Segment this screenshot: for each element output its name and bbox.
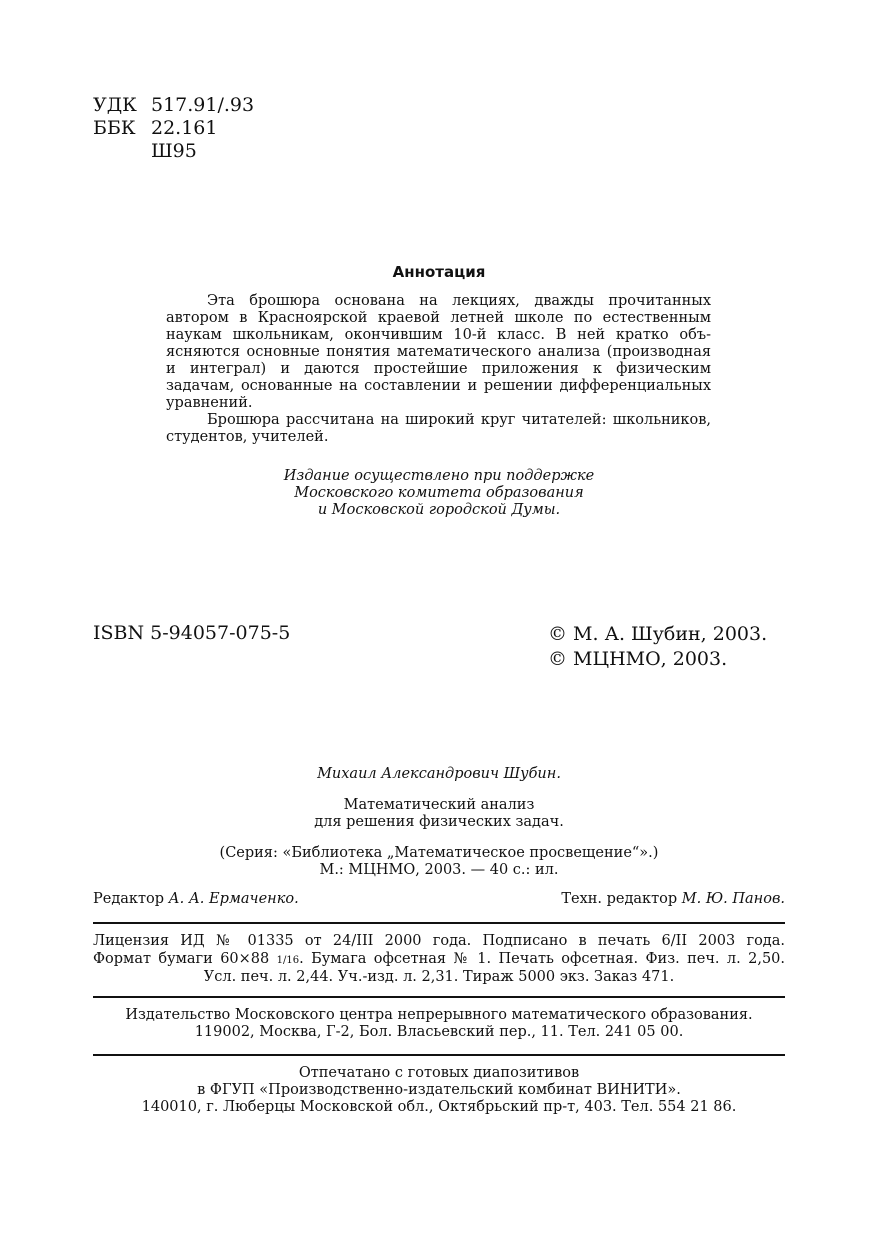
copyright-publisher: © МЦНМО, 2003. <box>548 648 728 670</box>
tech-editor-name: М. Ю. Панов. <box>681 891 785 907</box>
license-line: Лицензия ИД № 01335 от 24/III 2000 года. Подписано в печать 6/II 2003 года. <box>93 933 785 949</box>
copyright-block <box>548 622 767 672</box>
classification-codes <box>93 94 254 163</box>
bbk-value: 22.161 <box>151 117 218 139</box>
printer-block <box>0 1065 878 1116</box>
support-line: Московского комитета образования <box>294 485 584 501</box>
editor-name: А. А. Ермаченко. <box>168 891 299 907</box>
udk-row <box>93 94 254 117</box>
publisher-line: 119002, Москва, Г-2, Бол. Власьевский пер., 11. Тел. 241 05 00. <box>194 1024 684 1040</box>
annotation-paragraph: Эта брошюра основана на лекциях, дважды прочитанных автором в Красноярской краевой летней школе по естественным наукам школьникам, окончившим 10-й класс. В ней кратко объясняются основные понятия математического анализа (производная и интеграл) и даются простейшие приложения к физическим задачам, основанные на составлении и решении дифференциальных уравнений. <box>166 293 711 411</box>
author-mark: Ш95 <box>151 140 197 162</box>
title-line: Математический анализ <box>343 797 535 813</box>
editor-label: Редактор <box>93 891 165 907</box>
tech-editor-label: Техн. редактор <box>561 891 678 907</box>
tech-editor <box>561 891 785 907</box>
support-note <box>0 468 878 519</box>
series-line: (Серия: «Библиотека „Математическое просвещение“».) <box>219 845 659 861</box>
imprint-series <box>0 845 878 879</box>
printer-line: 140010, г. Люберцы Московской обл., Октябрьский пр-т, 403. Тел. 554 21 86. <box>141 1099 737 1115</box>
annotation-heading: Аннотация <box>392 263 486 281</box>
title-line: для решения физических задач. <box>314 814 564 830</box>
imprint-author: Михаил Александрович Шубин. <box>317 766 561 782</box>
editors-row <box>93 891 785 907</box>
author-mark-row <box>93 140 254 163</box>
license-line: Усл. печ. л. 2,44. Уч.-изд. л. 2,31. Тираж 5000 экз. Заказ 471. <box>203 969 675 985</box>
editor <box>93 891 299 907</box>
isbn: ISBN 5-94057-075-5 <box>93 622 291 644</box>
udk-value: 517.91/.93 <box>151 94 255 116</box>
license-line <box>93 951 785 970</box>
publisher-line: Издательство Московского центра непрерывного математического образования. <box>125 1007 753 1023</box>
udk-label: УДК <box>93 94 137 116</box>
divider <box>93 922 785 924</box>
format-fraction: 1/16 <box>276 954 300 966</box>
bbk-label: ББК <box>93 117 136 139</box>
printer-line: в ФГУП «Производственно-издательский комбинат ВИНИТИ». <box>197 1082 681 1098</box>
imprint-title <box>0 797 878 831</box>
divider <box>93 996 785 998</box>
annotation-text <box>166 293 711 446</box>
publication-line: М.: МЦНМО, 2003. — 40 с.: ил. <box>319 862 559 878</box>
support-line: и Московской городской Думы. <box>317 502 561 518</box>
printer-line: Отпечатано с готовых диапозитивов <box>298 1065 580 1081</box>
annotation-paragraph: Брошюра рассчитана на широкий круг читателей: школьников, студентов, учителей. <box>166 412 711 445</box>
license-block <box>93 933 785 987</box>
paper-print-text: . Бумага офсетная № 1. Печать офсетная. Физ. печ. л. 2,50. <box>299 950 785 967</box>
copyright-author: © М. А. Шубин, 2003. <box>548 623 768 645</box>
format-text: Формат бумаги 60×88 <box>93 950 270 967</box>
bbk-row <box>93 117 254 140</box>
support-line: Издание осуществлено при поддержке <box>283 468 595 484</box>
divider <box>93 1054 785 1056</box>
publisher-block <box>0 1007 878 1041</box>
